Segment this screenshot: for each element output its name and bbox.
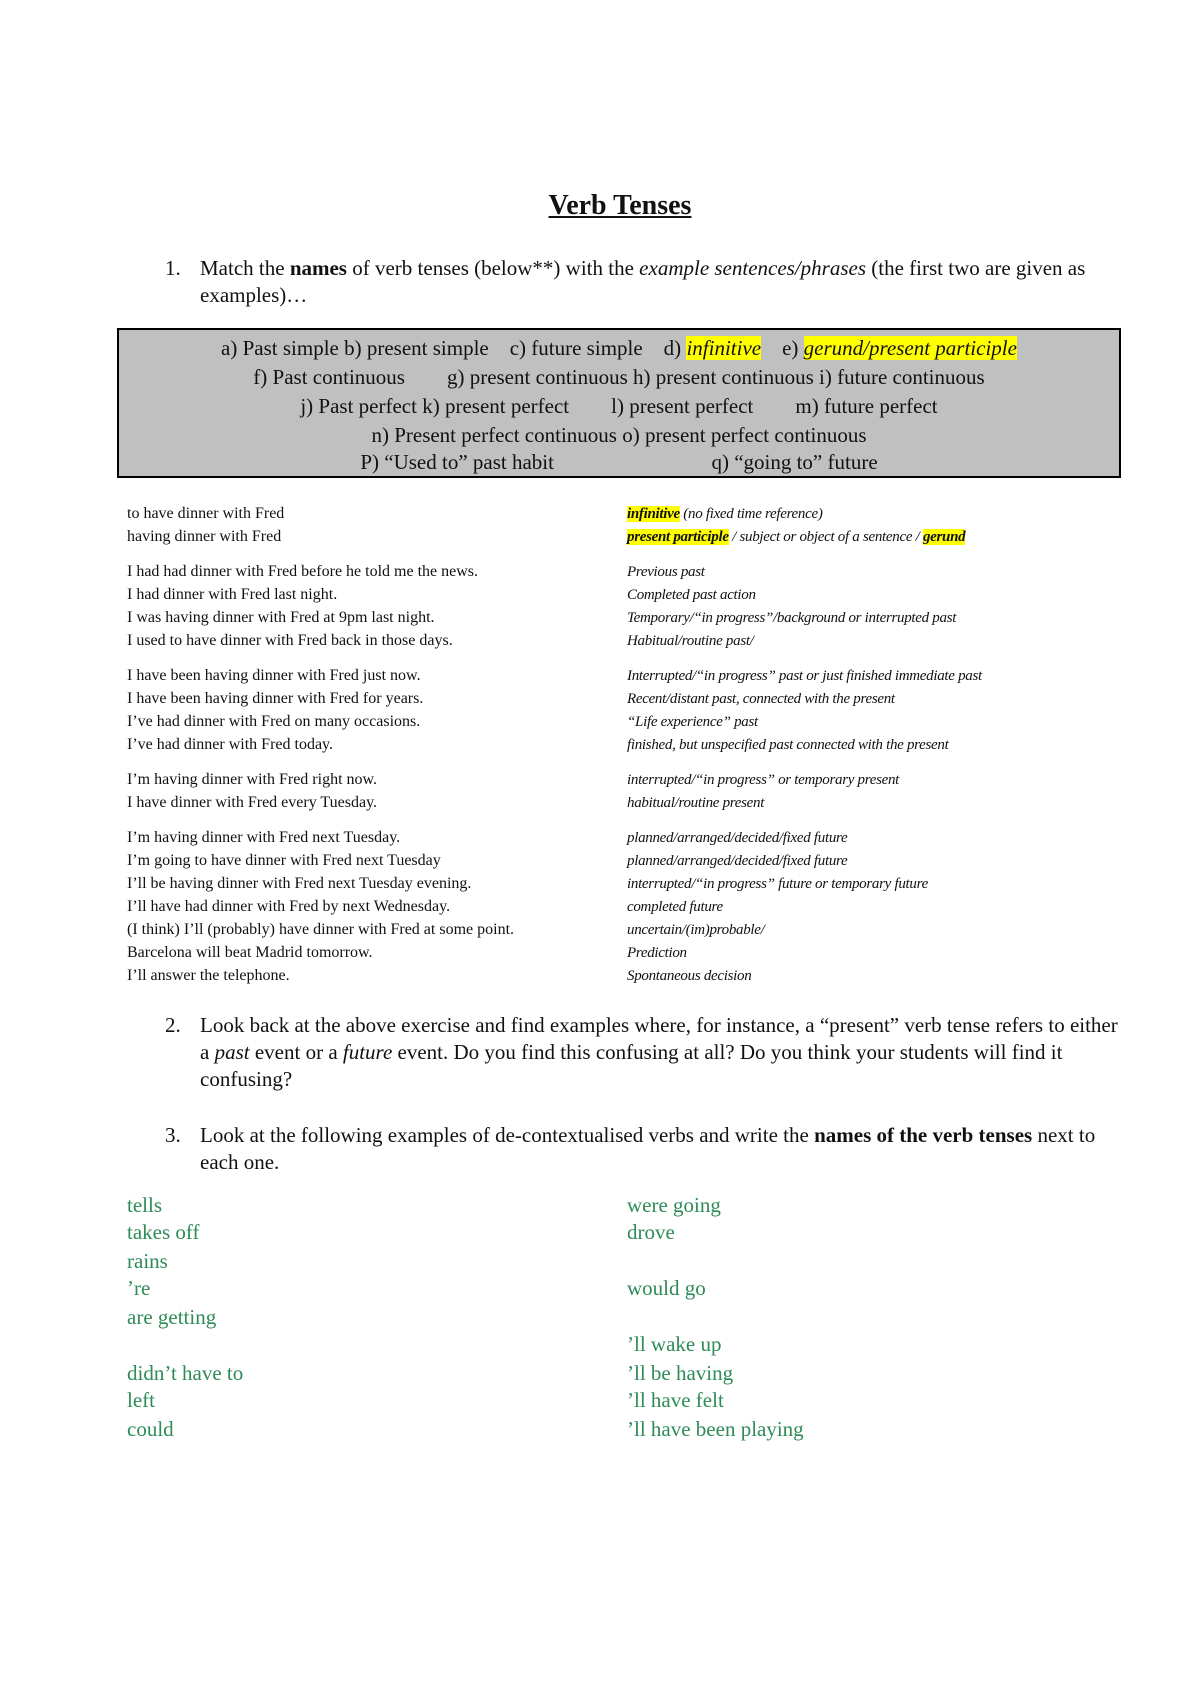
bold-segment: names: [289, 256, 347, 280]
text-segment: e): [761, 336, 804, 360]
tense-description: “Life experience” past: [627, 714, 758, 730]
text-segment: event or a: [249, 1040, 343, 1064]
verb-item: rains: [127, 1249, 168, 1273]
text-segment: / subject or object of a sentence /: [728, 529, 923, 545]
example-sentence: Barcelona will beat Madrid tomorrow.: [127, 944, 373, 961]
text-segment: next to each one.: [200, 1123, 1096, 1174]
example-sentence: I’ll be having dinner with Fred next Tuesday evening.: [127, 875, 472, 892]
verb-item: drove: [627, 1220, 675, 1244]
verb-item: ’ll wake up: [627, 1332, 722, 1356]
example-sentence: to have dinner with Fred: [127, 505, 285, 522]
example-sentence: I’m having dinner with Fred right now.: [127, 771, 378, 788]
tense-description: Spontaneous decision: [627, 968, 752, 984]
question-number: 3.: [165, 1123, 181, 1147]
text-segment: event. Do you find this confusing at all? Do you think your students will find it confusing?: [200, 1040, 1063, 1091]
text-segment: Look at the following examples of de-contextualised verbs and write the: [200, 1123, 815, 1147]
text-segment: (the first two are given as examples)…: [200, 256, 1086, 307]
example-sentence: having dinner with Fred: [127, 528, 282, 545]
tense-description: Interrupted/“in progress” past or just finished immediate past: [627, 668, 982, 684]
tense-description: [627, 504, 823, 524]
verb-item: left: [127, 1388, 155, 1412]
example-sentence: I was having dinner with Fred at 9pm last night.: [127, 609, 435, 626]
tense-description: Habitual/routine past/: [627, 633, 754, 649]
text-segment: of verb tenses (below**) with the: [346, 256, 640, 280]
box-line-5: P) “Used to” past habit q) “going to” future: [360, 450, 878, 474]
tense-description: Recent/distant past, connected with the present: [627, 691, 895, 707]
question-number: 1.: [165, 256, 181, 280]
example-sentence: I had dinner with Fred last night.: [127, 586, 338, 603]
highlighted-term: infinitive: [627, 506, 680, 522]
box-line-2: f) Past continuous g) present continuous h) present continuous i) future continuous: [253, 365, 985, 389]
italic-segment: future: [342, 1040, 393, 1064]
verb-item: ’re: [127, 1276, 151, 1300]
tense-description: Prediction: [627, 945, 687, 961]
tense-description: [627, 527, 965, 547]
highlighted-term: infinitive: [686, 336, 762, 360]
text-segment: a) Past simple b) present simple c) future simple d): [221, 336, 687, 360]
example-sentence: I have dinner with Fred every Tuesday.: [127, 794, 378, 811]
example-sentence: I had had dinner with Fred before he told me the news.: [127, 563, 479, 580]
example-sentence: I’ll have had dinner with Fred by next Wednesday.: [127, 898, 451, 915]
example-sentence: I’ve had dinner with Fred on many occasions.: [127, 713, 421, 730]
tense-description: planned/arranged/decided/fixed future: [627, 830, 848, 846]
example-sentence: I’ll answer the telephone.: [127, 967, 290, 984]
text-segment: (no fixed time reference): [679, 506, 823, 522]
verb-item: takes off: [127, 1220, 200, 1244]
highlighted-term: present participle: [627, 529, 729, 545]
verb-item: tells: [127, 1193, 162, 1217]
tense-description: Temporary/“in progress”/background or interrupted past: [627, 610, 957, 626]
question-1: [165, 255, 1125, 309]
example-sentence: I have been having dinner with Fred just now.: [127, 667, 421, 684]
verb-item: ’ll have felt: [627, 1388, 724, 1412]
box-line-3: j) Past perfect k) present perfect l) present perfect m) future perfect: [300, 394, 938, 418]
tense-description: completed future: [627, 899, 723, 915]
question-text: [200, 255, 1125, 309]
verb-item: are getting: [127, 1305, 217, 1329]
example-sentence: I’m having dinner with Fred next Tuesday.: [127, 829, 401, 846]
question-number: 2.: [165, 1013, 181, 1037]
highlighted-term: gerund/present participle: [803, 336, 1017, 360]
bold-segment: names of the verb tenses: [814, 1123, 1033, 1147]
verb-item: could: [127, 1417, 174, 1441]
tense-description: planned/arranged/decided/fixed future: [627, 853, 848, 869]
text-segment: Match the: [200, 256, 290, 280]
verb-item: were going: [627, 1193, 721, 1217]
verb-item: ’ll have been playing: [627, 1417, 804, 1441]
italic-segment: example sentences/phrases: [639, 256, 867, 280]
highlighted-term: gerund: [922, 529, 966, 545]
example-sentence: I used to have dinner with Fred back in those days.: [127, 632, 453, 649]
box-line-1: [119, 336, 1119, 361]
verb-item: would go: [627, 1276, 706, 1300]
example-sentence: (I think) I’ll (probably) have dinner with Fred at some point.: [127, 921, 515, 938]
example-sentence: I’ve had dinner with Fred today.: [127, 736, 334, 753]
tense-names-box: [117, 328, 1121, 478]
tense-description: interrupted/“in progress” or temporary present: [627, 772, 900, 788]
question-3: [165, 1122, 1125, 1176]
tense-description: habitual/routine present: [627, 795, 765, 811]
tense-description: Previous past: [627, 564, 705, 580]
question-2: [165, 1012, 1125, 1093]
verb-item: didn’t have to: [127, 1361, 244, 1385]
tense-description: interrupted/“in progress” future or temporary future: [627, 876, 928, 892]
box-line-4: n) Present perfect continuous o) present perfect continuous: [371, 423, 867, 447]
tense-description: finished, but unspecified past connected with the present: [627, 737, 949, 753]
verb-item: ’ll be having: [627, 1361, 734, 1385]
tense-description: uncertain/(im)probable/: [627, 922, 765, 938]
italic-segment: past: [214, 1040, 250, 1064]
example-sentence: I’m going to have dinner with Fred next Tuesday: [127, 852, 441, 869]
example-sentence: I have been having dinner with Fred for years.: [127, 690, 424, 707]
page-title: Verb Tenses: [548, 190, 692, 221]
question-text: [200, 1012, 1125, 1093]
text-segment: Look back at the above exercise and find examples where, for instance, a “present” verb tense refers to either a: [200, 1013, 1118, 1064]
question-text: [200, 1122, 1125, 1176]
tense-description: Completed past action: [627, 587, 756, 603]
